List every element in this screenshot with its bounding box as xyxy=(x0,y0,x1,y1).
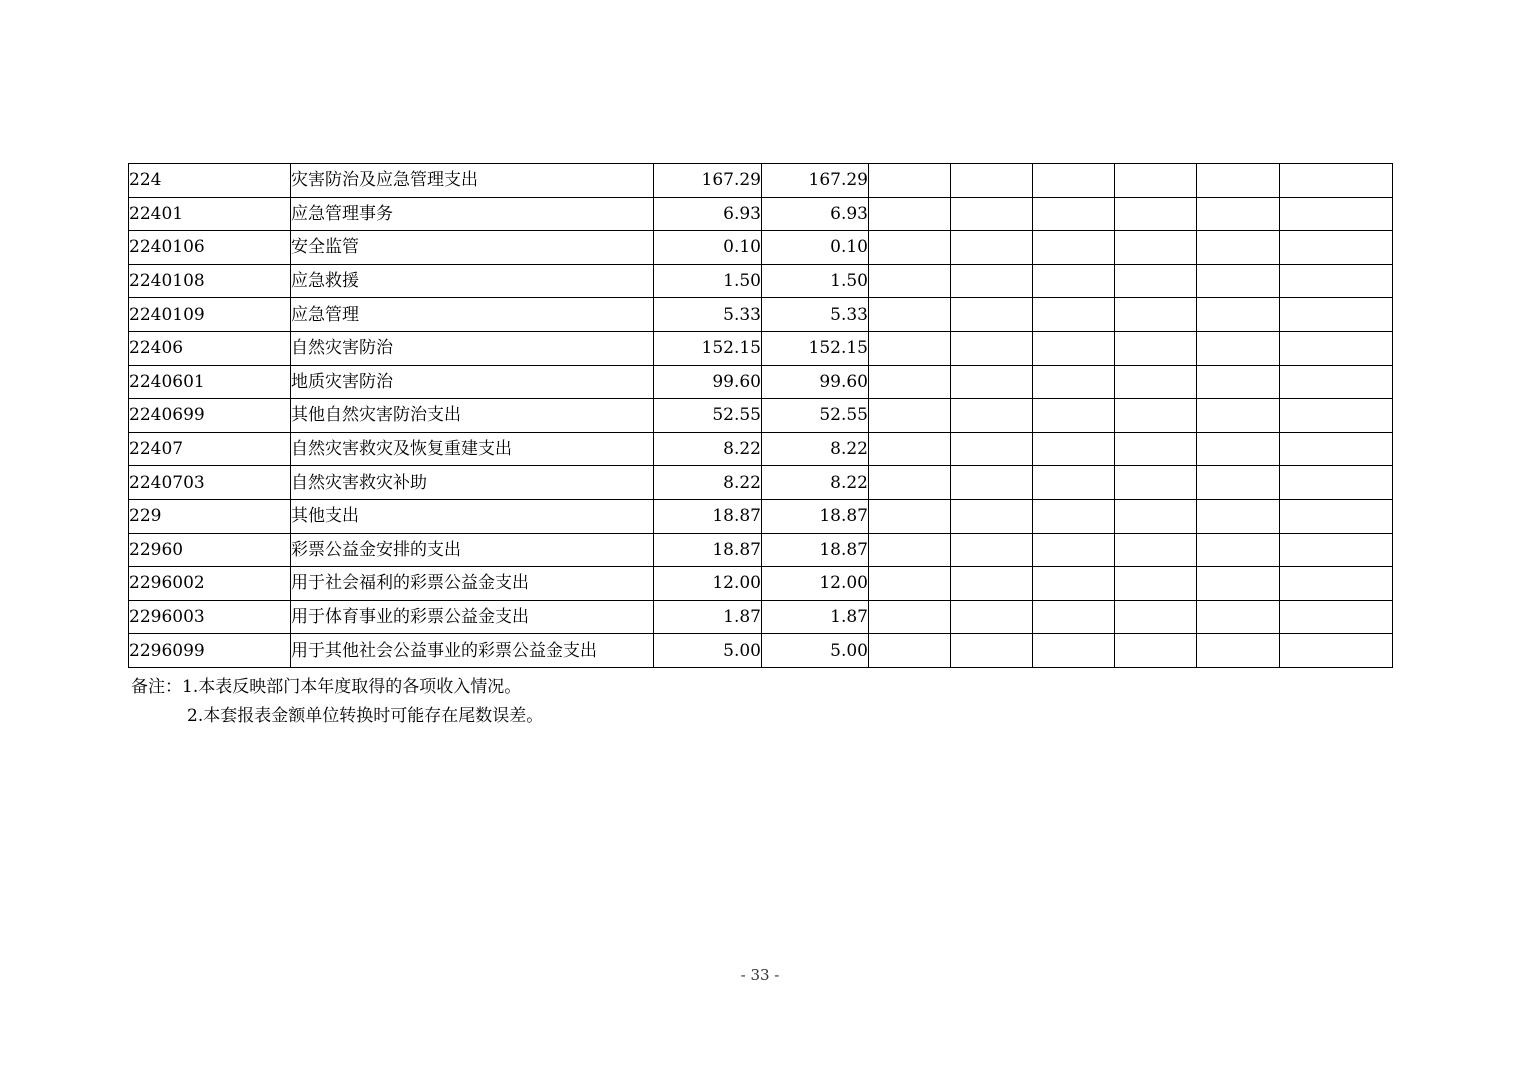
row-code-cell: 2240699 xyxy=(129,399,291,433)
row-name-cell: 自然灾害救灾补助 xyxy=(291,466,654,500)
table-row xyxy=(129,365,1393,399)
empty-cell xyxy=(951,634,1033,668)
empty-cell xyxy=(1197,600,1280,634)
empty-cell xyxy=(1280,365,1393,399)
empty-cell xyxy=(951,600,1033,634)
row-name-cell: 用于其他社会公益事业的彩票公益金支出 xyxy=(291,634,654,668)
empty-cell xyxy=(1033,567,1115,601)
empty-cell xyxy=(1197,634,1280,668)
table-notes xyxy=(131,673,543,731)
page-number: - 33 - xyxy=(740,966,780,984)
empty-cell xyxy=(869,331,951,365)
empty-cell xyxy=(1115,466,1197,500)
empty-cell xyxy=(951,164,1033,198)
empty-cell xyxy=(951,298,1033,332)
empty-cell xyxy=(1280,533,1393,567)
empty-cell xyxy=(951,365,1033,399)
row-code-cell: 22406 xyxy=(129,331,291,365)
empty-cell xyxy=(1280,499,1393,533)
empty-cell xyxy=(869,499,951,533)
empty-cell xyxy=(951,567,1033,601)
empty-cell xyxy=(1280,231,1393,265)
row-basic-cell: 12.00 xyxy=(762,567,869,601)
empty-cell xyxy=(1197,399,1280,433)
empty-cell xyxy=(869,231,951,265)
table-row xyxy=(129,466,1393,500)
empty-cell xyxy=(1115,264,1197,298)
table-row xyxy=(129,264,1393,298)
empty-cell xyxy=(1033,298,1115,332)
row-basic-cell: 8.22 xyxy=(762,432,869,466)
row-total-cell: 1.50 xyxy=(654,264,762,298)
empty-cell xyxy=(869,298,951,332)
empty-cell xyxy=(1197,231,1280,265)
empty-cell xyxy=(1033,164,1115,198)
empty-cell xyxy=(1033,331,1115,365)
empty-cell xyxy=(1115,331,1197,365)
empty-cell xyxy=(1033,399,1115,433)
row-code-cell: 2296003 xyxy=(129,600,291,634)
empty-cell xyxy=(1197,432,1280,466)
table-row xyxy=(129,567,1393,601)
empty-cell xyxy=(1033,365,1115,399)
empty-cell xyxy=(951,499,1033,533)
row-code-cell: 2240109 xyxy=(129,298,291,332)
table-row xyxy=(129,231,1393,265)
row-total-cell: 52.55 xyxy=(654,399,762,433)
row-code-cell: 22960 xyxy=(129,533,291,567)
income-table xyxy=(128,163,1393,668)
empty-cell xyxy=(869,264,951,298)
table-row xyxy=(129,600,1393,634)
empty-cell xyxy=(869,432,951,466)
empty-cell xyxy=(1115,164,1197,198)
row-name-cell: 地质灾害防治 xyxy=(291,365,654,399)
empty-cell xyxy=(1197,567,1280,601)
row-total-cell: 18.87 xyxy=(654,499,762,533)
empty-cell xyxy=(1115,298,1197,332)
row-name-cell: 应急管理 xyxy=(291,298,654,332)
empty-cell xyxy=(951,264,1033,298)
empty-cell xyxy=(869,365,951,399)
empty-cell xyxy=(1033,600,1115,634)
empty-cell xyxy=(869,634,951,668)
row-total-cell: 99.60 xyxy=(654,365,762,399)
empty-cell xyxy=(1280,466,1393,500)
row-name-cell: 安全监管 xyxy=(291,231,654,265)
empty-cell xyxy=(1280,567,1393,601)
empty-cell xyxy=(1033,231,1115,265)
row-basic-cell: 0.10 xyxy=(762,231,869,265)
empty-cell xyxy=(1280,634,1393,668)
row-name-cell: 应急救援 xyxy=(291,264,654,298)
row-basic-cell: 18.87 xyxy=(762,499,869,533)
empty-cell xyxy=(1115,399,1197,433)
empty-cell xyxy=(1033,466,1115,500)
empty-cell xyxy=(1033,634,1115,668)
note-line-1: 备注：1.本表反映部门本年度取得的各项收入情况。 xyxy=(131,677,522,697)
empty-cell xyxy=(1033,499,1115,533)
row-basic-cell: 6.93 xyxy=(762,197,869,231)
empty-cell xyxy=(1033,197,1115,231)
empty-cell xyxy=(869,600,951,634)
row-basic-cell: 152.15 xyxy=(762,331,869,365)
table-body xyxy=(129,164,1393,668)
empty-cell xyxy=(951,466,1033,500)
row-code-cell: 229 xyxy=(129,499,291,533)
row-name-cell: 自然灾害防治 xyxy=(291,331,654,365)
table-row xyxy=(129,432,1393,466)
empty-cell xyxy=(869,533,951,567)
empty-cell xyxy=(1115,365,1197,399)
empty-cell xyxy=(951,399,1033,433)
table-row xyxy=(129,533,1393,567)
row-code-cell: 22401 xyxy=(129,197,291,231)
row-code-cell: 22407 xyxy=(129,432,291,466)
empty-cell xyxy=(1280,331,1393,365)
row-code-cell: 2240703 xyxy=(129,466,291,500)
empty-cell xyxy=(1197,533,1280,567)
table-row xyxy=(129,399,1393,433)
empty-cell xyxy=(869,399,951,433)
row-total-cell: 8.22 xyxy=(654,466,762,500)
empty-cell xyxy=(1197,298,1280,332)
row-basic-cell: 18.87 xyxy=(762,533,869,567)
empty-cell xyxy=(869,197,951,231)
empty-cell xyxy=(1115,600,1197,634)
empty-cell xyxy=(951,533,1033,567)
row-code-cell: 224 xyxy=(129,164,291,198)
table-row xyxy=(129,634,1393,668)
row-name-cell: 用于体育事业的彩票公益金支出 xyxy=(291,600,654,634)
row-name-cell: 其他支出 xyxy=(291,499,654,533)
empty-cell xyxy=(869,567,951,601)
table-row xyxy=(129,164,1393,198)
empty-cell xyxy=(1115,533,1197,567)
empty-cell xyxy=(1115,499,1197,533)
row-name-cell: 彩票公益金安排的支出 xyxy=(291,533,654,567)
note-line-2: 2.本套报表金额单位转换时可能存在尾数误差。 xyxy=(187,706,544,726)
table-row xyxy=(129,499,1393,533)
table-row xyxy=(129,331,1393,365)
empty-cell xyxy=(1115,432,1197,466)
table-row xyxy=(129,298,1393,332)
empty-cell xyxy=(1115,197,1197,231)
empty-cell xyxy=(1280,432,1393,466)
row-basic-cell: 99.60 xyxy=(762,365,869,399)
row-total-cell: 8.22 xyxy=(654,432,762,466)
empty-cell xyxy=(1280,298,1393,332)
row-name-cell: 其他自然灾害防治支出 xyxy=(291,399,654,433)
row-total-cell: 1.87 xyxy=(654,600,762,634)
row-code-cell: 2240601 xyxy=(129,365,291,399)
row-basic-cell: 5.00 xyxy=(762,634,869,668)
empty-cell xyxy=(1280,399,1393,433)
table-row xyxy=(129,197,1393,231)
empty-cell xyxy=(1115,231,1197,265)
row-total-cell: 12.00 xyxy=(654,567,762,601)
empty-cell xyxy=(1197,365,1280,399)
row-basic-cell: 52.55 xyxy=(762,399,869,433)
empty-cell xyxy=(951,231,1033,265)
empty-cell xyxy=(869,466,951,500)
empty-cell xyxy=(1033,432,1115,466)
row-name-cell: 灾害防治及应急管理支出 xyxy=(291,164,654,198)
row-total-cell: 5.00 xyxy=(654,634,762,668)
row-total-cell: 5.33 xyxy=(654,298,762,332)
empty-cell xyxy=(869,164,951,198)
row-basic-cell: 167.29 xyxy=(762,164,869,198)
row-code-cell: 2296002 xyxy=(129,567,291,601)
empty-cell xyxy=(951,432,1033,466)
row-name-cell: 应急管理事务 xyxy=(291,197,654,231)
row-basic-cell: 8.22 xyxy=(762,466,869,500)
row-basic-cell: 5.33 xyxy=(762,298,869,332)
row-total-cell: 0.10 xyxy=(654,231,762,265)
row-basic-cell: 1.87 xyxy=(762,600,869,634)
empty-cell xyxy=(1197,499,1280,533)
empty-cell xyxy=(1197,164,1280,198)
empty-cell xyxy=(1115,567,1197,601)
empty-cell xyxy=(951,331,1033,365)
row-code-cell: 2240108 xyxy=(129,264,291,298)
empty-cell xyxy=(1280,164,1393,198)
empty-cell xyxy=(1033,533,1115,567)
empty-cell xyxy=(951,197,1033,231)
empty-cell xyxy=(1197,331,1280,365)
empty-cell xyxy=(1280,264,1393,298)
row-basic-cell: 1.50 xyxy=(762,264,869,298)
row-total-cell: 152.15 xyxy=(654,331,762,365)
row-total-cell: 6.93 xyxy=(654,197,762,231)
empty-cell xyxy=(1033,264,1115,298)
row-code-cell: 2240106 xyxy=(129,231,291,265)
empty-cell xyxy=(1280,600,1393,634)
row-code-cell: 2296099 xyxy=(129,634,291,668)
row-total-cell: 167.29 xyxy=(654,164,762,198)
empty-cell xyxy=(1197,466,1280,500)
empty-cell xyxy=(1280,197,1393,231)
row-name-cell: 用于社会福利的彩票公益金支出 xyxy=(291,567,654,601)
empty-cell xyxy=(1197,197,1280,231)
empty-cell xyxy=(1197,264,1280,298)
row-total-cell: 18.87 xyxy=(654,533,762,567)
empty-cell xyxy=(1115,634,1197,668)
row-name-cell: 自然灾害救灾及恢复重建支出 xyxy=(291,432,654,466)
